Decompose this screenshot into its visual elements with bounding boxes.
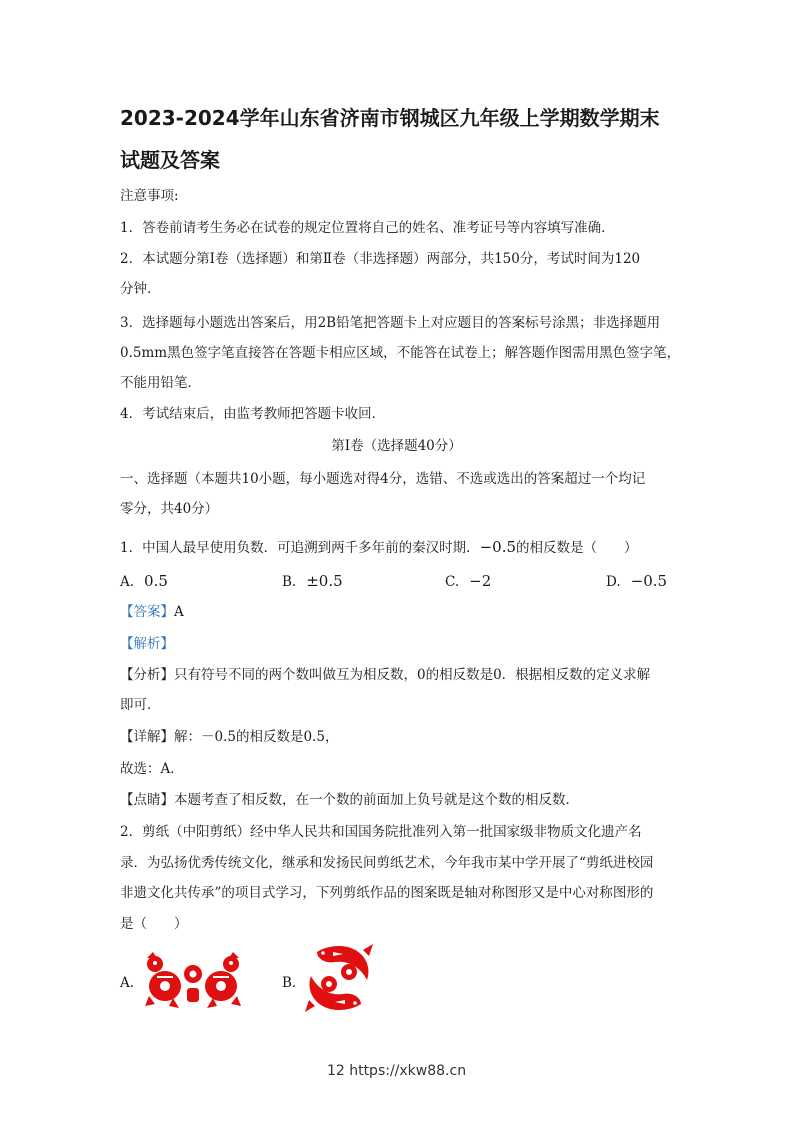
question-1-math: −0.5 bbox=[479, 538, 517, 556]
option-label: D. bbox=[606, 574, 621, 590]
option-value: ±0.5 bbox=[306, 572, 343, 590]
q2-option-b-label: B. bbox=[282, 975, 297, 991]
notes-item: 1．答卷前请考生务必在试卷的规定位置将自己的姓名、准考证号等内容填写准确． bbox=[120, 220, 615, 236]
fenxi-tag: 【分析】 bbox=[120, 667, 174, 683]
fenxi-line bbox=[120, 665, 680, 685]
part1-instructions: 一、选择题（本题共10小题，每小题选对得4分，选错、不选或选出的答案超过一个均记 bbox=[120, 471, 646, 487]
detail-line bbox=[120, 727, 680, 747]
document-title-line-2: 试题及答案 bbox=[120, 148, 220, 172]
fenxi-line: 即可． bbox=[120, 697, 161, 713]
answer-line bbox=[120, 602, 680, 622]
question-2-stem: 2．剪纸（中阳剪纸）经中华人民共和国国务院批准列入第一批国家级非物质文化遗产名 bbox=[120, 824, 642, 840]
notes-item: 分钟． bbox=[120, 281, 161, 297]
analysis-tag: 【解析】 bbox=[120, 636, 174, 652]
detail-tag: 【详解】 bbox=[120, 729, 174, 745]
comment-text: 本题考查了相反数，在一个数的前面加上负号就是这个数的相反数． bbox=[174, 792, 579, 808]
option-label: A. bbox=[120, 574, 135, 590]
option-d bbox=[606, 571, 667, 592]
question-1-stem bbox=[120, 537, 680, 558]
notes-item: 2．本试题分第Ⅰ卷（选择题）和第Ⅱ卷（非选择题）两部分，共150分，考试时间为120 bbox=[120, 251, 641, 267]
comment-tag: 【点睛】 bbox=[120, 792, 174, 808]
notes-item: 4．考试结束后，由监考教师把答题卡收回． bbox=[120, 406, 386, 422]
conclusion-line: 故选：A． bbox=[120, 761, 184, 777]
answer-tag: 【答案】 bbox=[120, 604, 174, 620]
notes-item: 0.5mm黑色签字笔直接答在答题卡相应区域，不能答在试卷上；解答题作图需用黑色签字笔， bbox=[120, 345, 681, 361]
notes-item: 不能用铅笔． bbox=[120, 375, 201, 391]
option-label: B. bbox=[282, 574, 297, 590]
option-value: −0.5 bbox=[630, 572, 668, 590]
option-b bbox=[282, 571, 343, 592]
document-title-line-1: 2023-2024学年山东省济南市钢城区九年级上学期数学期末 bbox=[120, 106, 660, 130]
fenxi-text: 只有符号不同的两个数叫做互为相反数，0的相反数是0．根据相反数的定义求解 bbox=[174, 667, 651, 683]
option-c bbox=[445, 571, 491, 592]
q2-option-a-label: A. bbox=[120, 975, 135, 991]
notes-heading: 注意事项: bbox=[120, 188, 179, 204]
question-2-stem: 是（ ） bbox=[120, 916, 188, 932]
question-2-stem: 录．为弘扬优秀传统文化，继承和发扬民间剪纸艺术，今年我市某中学开展了“剪纸进校园 bbox=[120, 855, 654, 871]
comment-line bbox=[120, 790, 680, 810]
part1-instructions: 零分，共40分） bbox=[120, 501, 219, 517]
option-value: −2 bbox=[469, 572, 492, 590]
paper-cut-lions-image bbox=[143, 948, 243, 1010]
analysis-line bbox=[120, 634, 680, 654]
option-value: 0.5 bbox=[144, 572, 168, 590]
section-title: 第Ⅰ卷（选择题40分） bbox=[331, 438, 462, 454]
page-footer: 12 https://xkw88.cn bbox=[326, 1063, 467, 1079]
question-2-stem: 非遗文化共传承”的项目式学习，下列剪纸作品的图案既是轴对称图形又是中心对称图形的 bbox=[120, 885, 654, 901]
option-label: C. bbox=[445, 574, 460, 590]
answer-value: A bbox=[174, 604, 184, 620]
notes-item: 3．选择题每小题选出答案后，用2B铅笔把答题卡上对应题目的答案标号涂黑；非选择题用 bbox=[120, 315, 661, 331]
detail-text: 解：－0.5的相反数是0.5， bbox=[174, 729, 339, 745]
question-1-stem-text: 的相反数是（ ） bbox=[516, 540, 638, 556]
question-1-stem-text: 1．中国人最早使用负数．可追溯到两千多年前的秦汉时期． bbox=[120, 540, 480, 556]
paper-cut-fish-image bbox=[303, 942, 375, 1014]
option-a bbox=[120, 571, 168, 592]
